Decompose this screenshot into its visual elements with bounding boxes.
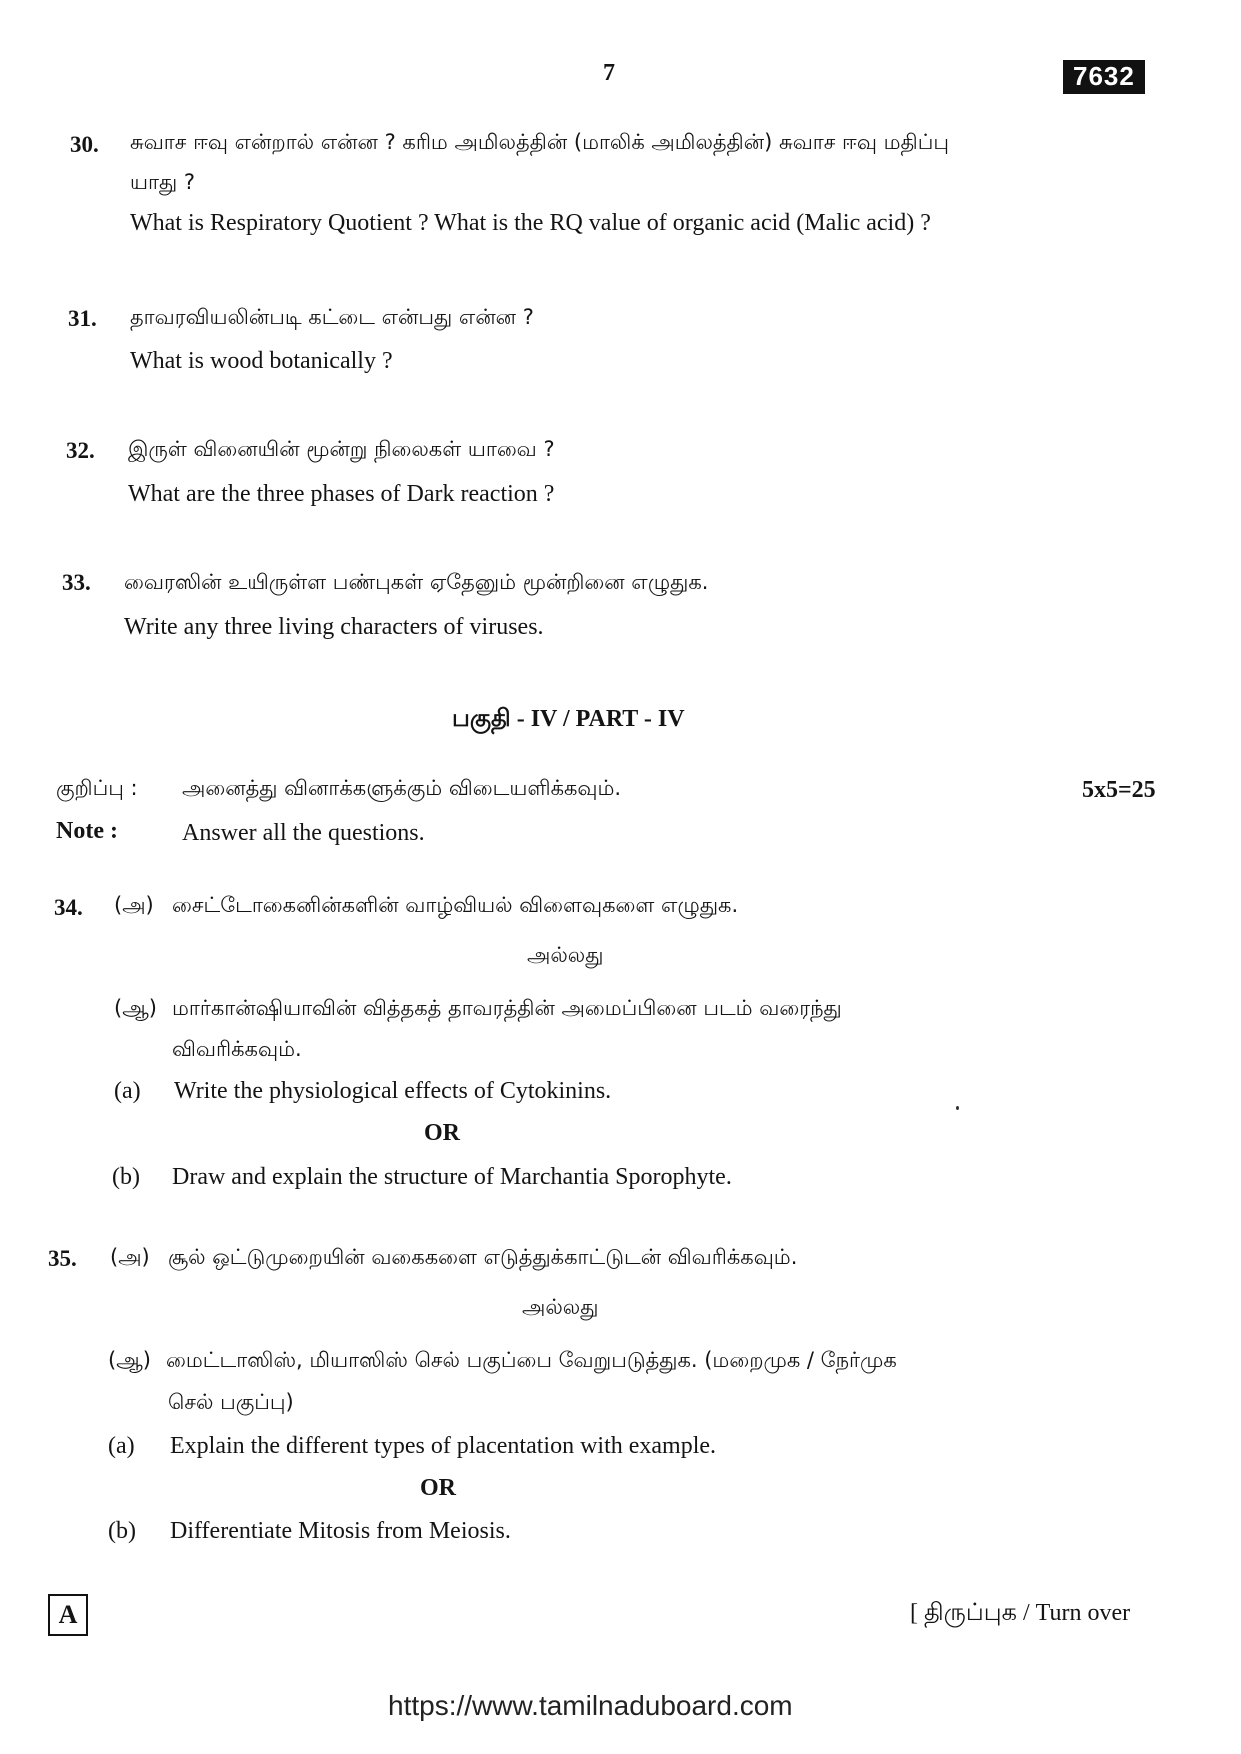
question-number-32: 32. [66,438,95,463]
turn-over-text: [ திருப்புக / Turn over [910,1600,1131,1626]
question-30-tamil-line1: சுவாச ஈவு என்றால் என்ன ? கரிம அமிலத்தின் (மாலிக் அமிலத்தின்) சுவாச ஈவு மதிப்பு [130,130,949,154]
q35-a-label-english: (a) [108,1433,135,1459]
q35-a-text-english: Explain the different types of placentation with example. [170,1433,717,1459]
question-paper-code: 7632 [1063,60,1145,94]
q34-a-text-english: Write the physiological effects of Cytokinins. [174,1078,612,1104]
q35-or-tamil: அல்லது [522,1295,599,1319]
question-30-english: What is Respiratory Quotient ? What is the RQ value of organic acid (Malic acid) ? [130,210,931,236]
q34-b-text-english: Draw and explain the structure of Marchantia Sporophyte. [172,1164,732,1190]
note-label-tamil: குறிப்பு : [56,776,138,800]
q35-b-text-english: Differentiate Mitosis from Meiosis. [170,1518,511,1544]
note-text-tamil: அனைத்து வினாக்களுக்கும் விடையளிக்கவும். [182,776,622,800]
footer-url[interactable]: https://www.tamilnaduboard.com [388,1690,793,1721]
q35-a-label-tamil: (அ) [110,1245,150,1269]
q35-a-text-tamil: சூல் ஒட்டுமுறையின் வகைகளை எடுத்துக்காட்டுடன் விவரிக்கவும். [168,1245,798,1269]
q35-or-english: OR [420,1475,456,1501]
question-number-31: 31. [68,306,97,331]
marks-allocation: 5x5=25 [1082,777,1156,803]
q34-b-label-tamil: (ஆ) [114,996,157,1020]
note-text-english: Answer all the questions. [182,820,425,846]
series-letter-box: A [48,1594,88,1636]
q34-or-tamil: அல்லது [527,943,604,967]
question-number-34: 34. [54,895,83,920]
q35-b-label-tamil: (ஆ) [108,1348,151,1372]
q34-a-label-english: (a) [114,1078,141,1104]
question-number-30: 30. [70,132,99,157]
page-number: 7 [603,60,615,86]
q35-b-label-english: (b) [108,1518,136,1544]
q34-a-label-tamil: (அ) [114,893,154,917]
question-33-english: Write any three living characters of viruses. [124,614,544,640]
question-number-35: 35. [48,1246,77,1271]
scan-speck [956,1106,959,1110]
q34-b-text-tamil-line1: மார்கான்ஷியாவின் வித்தகத் தாவரத்தின் அமைப்பினை படம் வரைந்து [172,996,842,1020]
question-30-tamil-line2: யாது ? [130,170,196,194]
q35-b-text-tamil-line2: செல் பகுப்பு) [168,1390,294,1414]
question-number-33: 33. [62,570,91,595]
q34-a-text-tamil: சைட்டோகைனின்களின் வாழ்வியல் விளைவுகளை எழுதுக. [172,893,739,917]
q35-b-text-tamil-line1: மைட்டாஸிஸ், மியாஸிஸ் செல் பகுப்பை வேறுபடுத்துக. (மறைமுக / நேர்முக [166,1348,897,1372]
q34-b-text-tamil-line2: விவரிக்கவும். [172,1037,302,1061]
question-32-english: What are the three phases of Dark reaction ? [128,481,555,507]
q34-b-label-english: (b) [112,1164,140,1190]
q34-or-english: OR [424,1120,460,1146]
note-label-english: Note : [56,818,118,844]
question-33-tamil: வைரஸின் உயிருள்ள பண்புகள் ஏதேனும் மூன்றினை எழுதுக. [124,570,709,594]
part-4-heading: பகுதி - IV / PART - IV [452,706,685,732]
question-32-tamil: இருள் வினையின் மூன்று நிலைகள் யாவை ? [128,437,555,461]
question-31-tamil: தாவரவியலின்படி கட்டை என்பது என்ன ? [130,305,534,329]
question-31-english: What is wood botanically ? [130,348,393,374]
